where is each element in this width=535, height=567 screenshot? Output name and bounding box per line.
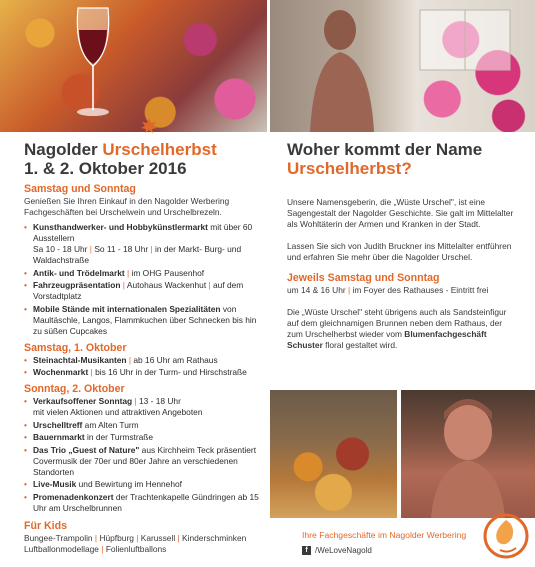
facebook-handle[interactable]: /WeLoveNagold (315, 546, 372, 555)
detail-text: Autohaus Wackenhut (126, 280, 207, 290)
heading-saturday: Samstag, 1. Oktober (24, 341, 127, 354)
kids-line-2 (24, 544, 264, 555)
item-text: der Trachtenkapelle Gündringen ab 15 Uhr am Urschelbrunnen (33, 491, 259, 513)
item-title: Kunsthandwerker- und Hobbykünstlermarkt (33, 222, 208, 232)
list-item (24, 492, 264, 514)
kids-line-1 (24, 533, 264, 544)
list-item (24, 304, 264, 337)
detail-text: bis 16 Uhr in der Turm- und Hirschstraße (95, 367, 247, 377)
item-title: Mobile Stände mit internationalen Spezialitäten (33, 303, 221, 314)
separator: | (133, 532, 141, 543)
origin-title-line1: Woher kommt der Name (287, 140, 483, 159)
jeweils-times (287, 285, 519, 296)
detail-text: ab 16 Uhr am Rathaus (133, 354, 218, 365)
separator: | (345, 285, 353, 295)
list-saturday (24, 355, 264, 379)
list-item (24, 479, 264, 490)
fountain-text-start: Die „Wüste Urschel" steht übrigens auch als Sandsteinfigur auf dem gleichnamigen Brunnen neben dem Rathaus, der zum Urschelherbst wieder vom (287, 307, 507, 339)
maple-leaf-icon (140, 117, 158, 135)
list-item (24, 432, 264, 443)
detail-text: im OHG Pausenhof (131, 267, 205, 278)
heading-sat-sun: Samstag und Sonntag (24, 183, 136, 195)
detail-text: Karussell (140, 532, 176, 543)
title-accent: Urschelherbst (102, 140, 217, 159)
right-column (287, 197, 519, 351)
separator: | (148, 244, 155, 254)
facebook-link[interactable] (302, 546, 372, 555)
item-title: Das Trio „Guest of Nature" (33, 444, 140, 455)
list-sunday (24, 396, 264, 514)
wine-glass-icon (0, 0, 267, 132)
judith-paragraph: Lassen Sie sich von Judith Bruckner ins Mittelalter entführen und erfahren Sie mehr über die Nagolder Urschel. (287, 241, 512, 262)
item-title: Steinachtal-Musikanten (33, 354, 127, 365)
detail-text: Folienluftballons (105, 543, 167, 554)
item-title: Urschelltreff (33, 419, 83, 430)
detail-text: auf dem Vorstadtplatz (33, 280, 244, 301)
separator: | (120, 280, 127, 290)
detail-text: in der Markt- Burg- und Waldachstraße (33, 244, 242, 265)
item-title: Fahrzeugpräsentation (33, 280, 121, 290)
list-item (24, 355, 264, 366)
event-date: 1. & 2. Oktober 2016 (24, 159, 187, 178)
statue-icon (270, 0, 535, 132)
list-item (24, 280, 264, 302)
item-title: Promenadenkonzert (33, 491, 114, 502)
detail-text: So 11 - 18 Uhr (94, 244, 149, 254)
list-item (24, 396, 264, 418)
separator: | (132, 396, 139, 406)
item-title: Verkaufsoffener Sonntag (33, 396, 133, 406)
list-item (24, 268, 264, 279)
left-column (24, 183, 264, 555)
list-item (24, 367, 264, 378)
detail-text: Luftballonmodellage (24, 543, 99, 554)
urschel-figure-photo (401, 390, 535, 518)
separator: | (98, 543, 106, 554)
heading-jeweils: Jeweils Samstag und Sonntag (287, 272, 440, 284)
intro-text: Genießen Sie Ihren Einkauf in den Nagolder Werbering Fachgeschäften bei Urschelwein und Urschelbrezeln. (24, 196, 230, 217)
origin-title-line2: Urschelherbst? (287, 159, 412, 178)
separator: | (124, 267, 132, 278)
item-text: am Alten Turm (82, 419, 139, 430)
separator: | (88, 367, 96, 377)
item-text: von Maultäschle, Langos, Flammkuchen über Schnecken bis hin zu süßen Cupcakes (33, 303, 257, 336)
market-photo (270, 390, 397, 518)
fountain-paragraph (287, 307, 519, 351)
wine-autumn-photo (0, 0, 267, 132)
item-text: in der Turmstraße (84, 432, 154, 442)
separator: | (126, 354, 134, 365)
statue-flowers-photo (270, 0, 535, 132)
heading-kids: Für Kids (24, 519, 67, 532)
item-title: Live-Musik (33, 479, 77, 489)
footer-slogan: Ihre Fachgeschäfte im Nagolder Werbering (302, 530, 467, 540)
item-text: mit über 60 Ausstellern (33, 222, 253, 243)
list-item (24, 445, 264, 478)
separator: | (92, 532, 100, 543)
detail-text: 13 - 18 Uhr (138, 396, 181, 406)
item-title: Bauernmarkt (33, 432, 85, 442)
name-origin-title (287, 140, 527, 178)
item-text: mit vielen Aktionen und attraktiven Angeboten (33, 407, 203, 417)
facebook-icon: f (302, 546, 311, 555)
detail-text: Hüpfburg (99, 532, 134, 543)
separator: | (206, 280, 214, 290)
fountain-text-end: floral gestaltet wird. (322, 340, 398, 350)
list-item (24, 420, 264, 431)
detail-text: Sa 10 - 18 Uhr (33, 244, 88, 254)
item-title: Wochenmarkt (33, 367, 89, 377)
list-sat-sun (24, 222, 264, 337)
separator: | (87, 244, 95, 254)
florist-name: Blumenfachgeschäft Schuster (287, 329, 487, 350)
origin-paragraph: Unsere Namensgeberin, die „Wüste Urschel", ist eine Sagengestalt der Nagolder Geschichte. Sie galt im Mittelalter als Wohltäterin der Armen und Kranken in der Stadt. (287, 197, 514, 229)
detail-text: um 14 & 16 Uhr (287, 285, 346, 295)
we-love-nagold-logo (482, 512, 530, 560)
separator: | (175, 532, 183, 543)
item-text: aus Kirchheim Teck präsentiert Covermusik der 70er und 80er Jahre an verschiedenen Standorten (33, 444, 257, 477)
title-prefix: Nagolder (24, 140, 103, 159)
detail-text: Kinderschminken (182, 532, 247, 543)
item-title: Antik- und Trödelmarkt (33, 267, 125, 278)
list-item (24, 222, 264, 266)
event-title (24, 140, 264, 178)
detail-text: im Foyer des Rathauses - Eintritt frei (352, 285, 489, 295)
figure-icon (401, 390, 535, 518)
heading-sunday: Sonntag, 2. Oktober (24, 383, 125, 395)
detail-text: Bungee-Trampolin (24, 532, 93, 543)
item-text: und Bewirtung im Hennehof (76, 479, 182, 489)
